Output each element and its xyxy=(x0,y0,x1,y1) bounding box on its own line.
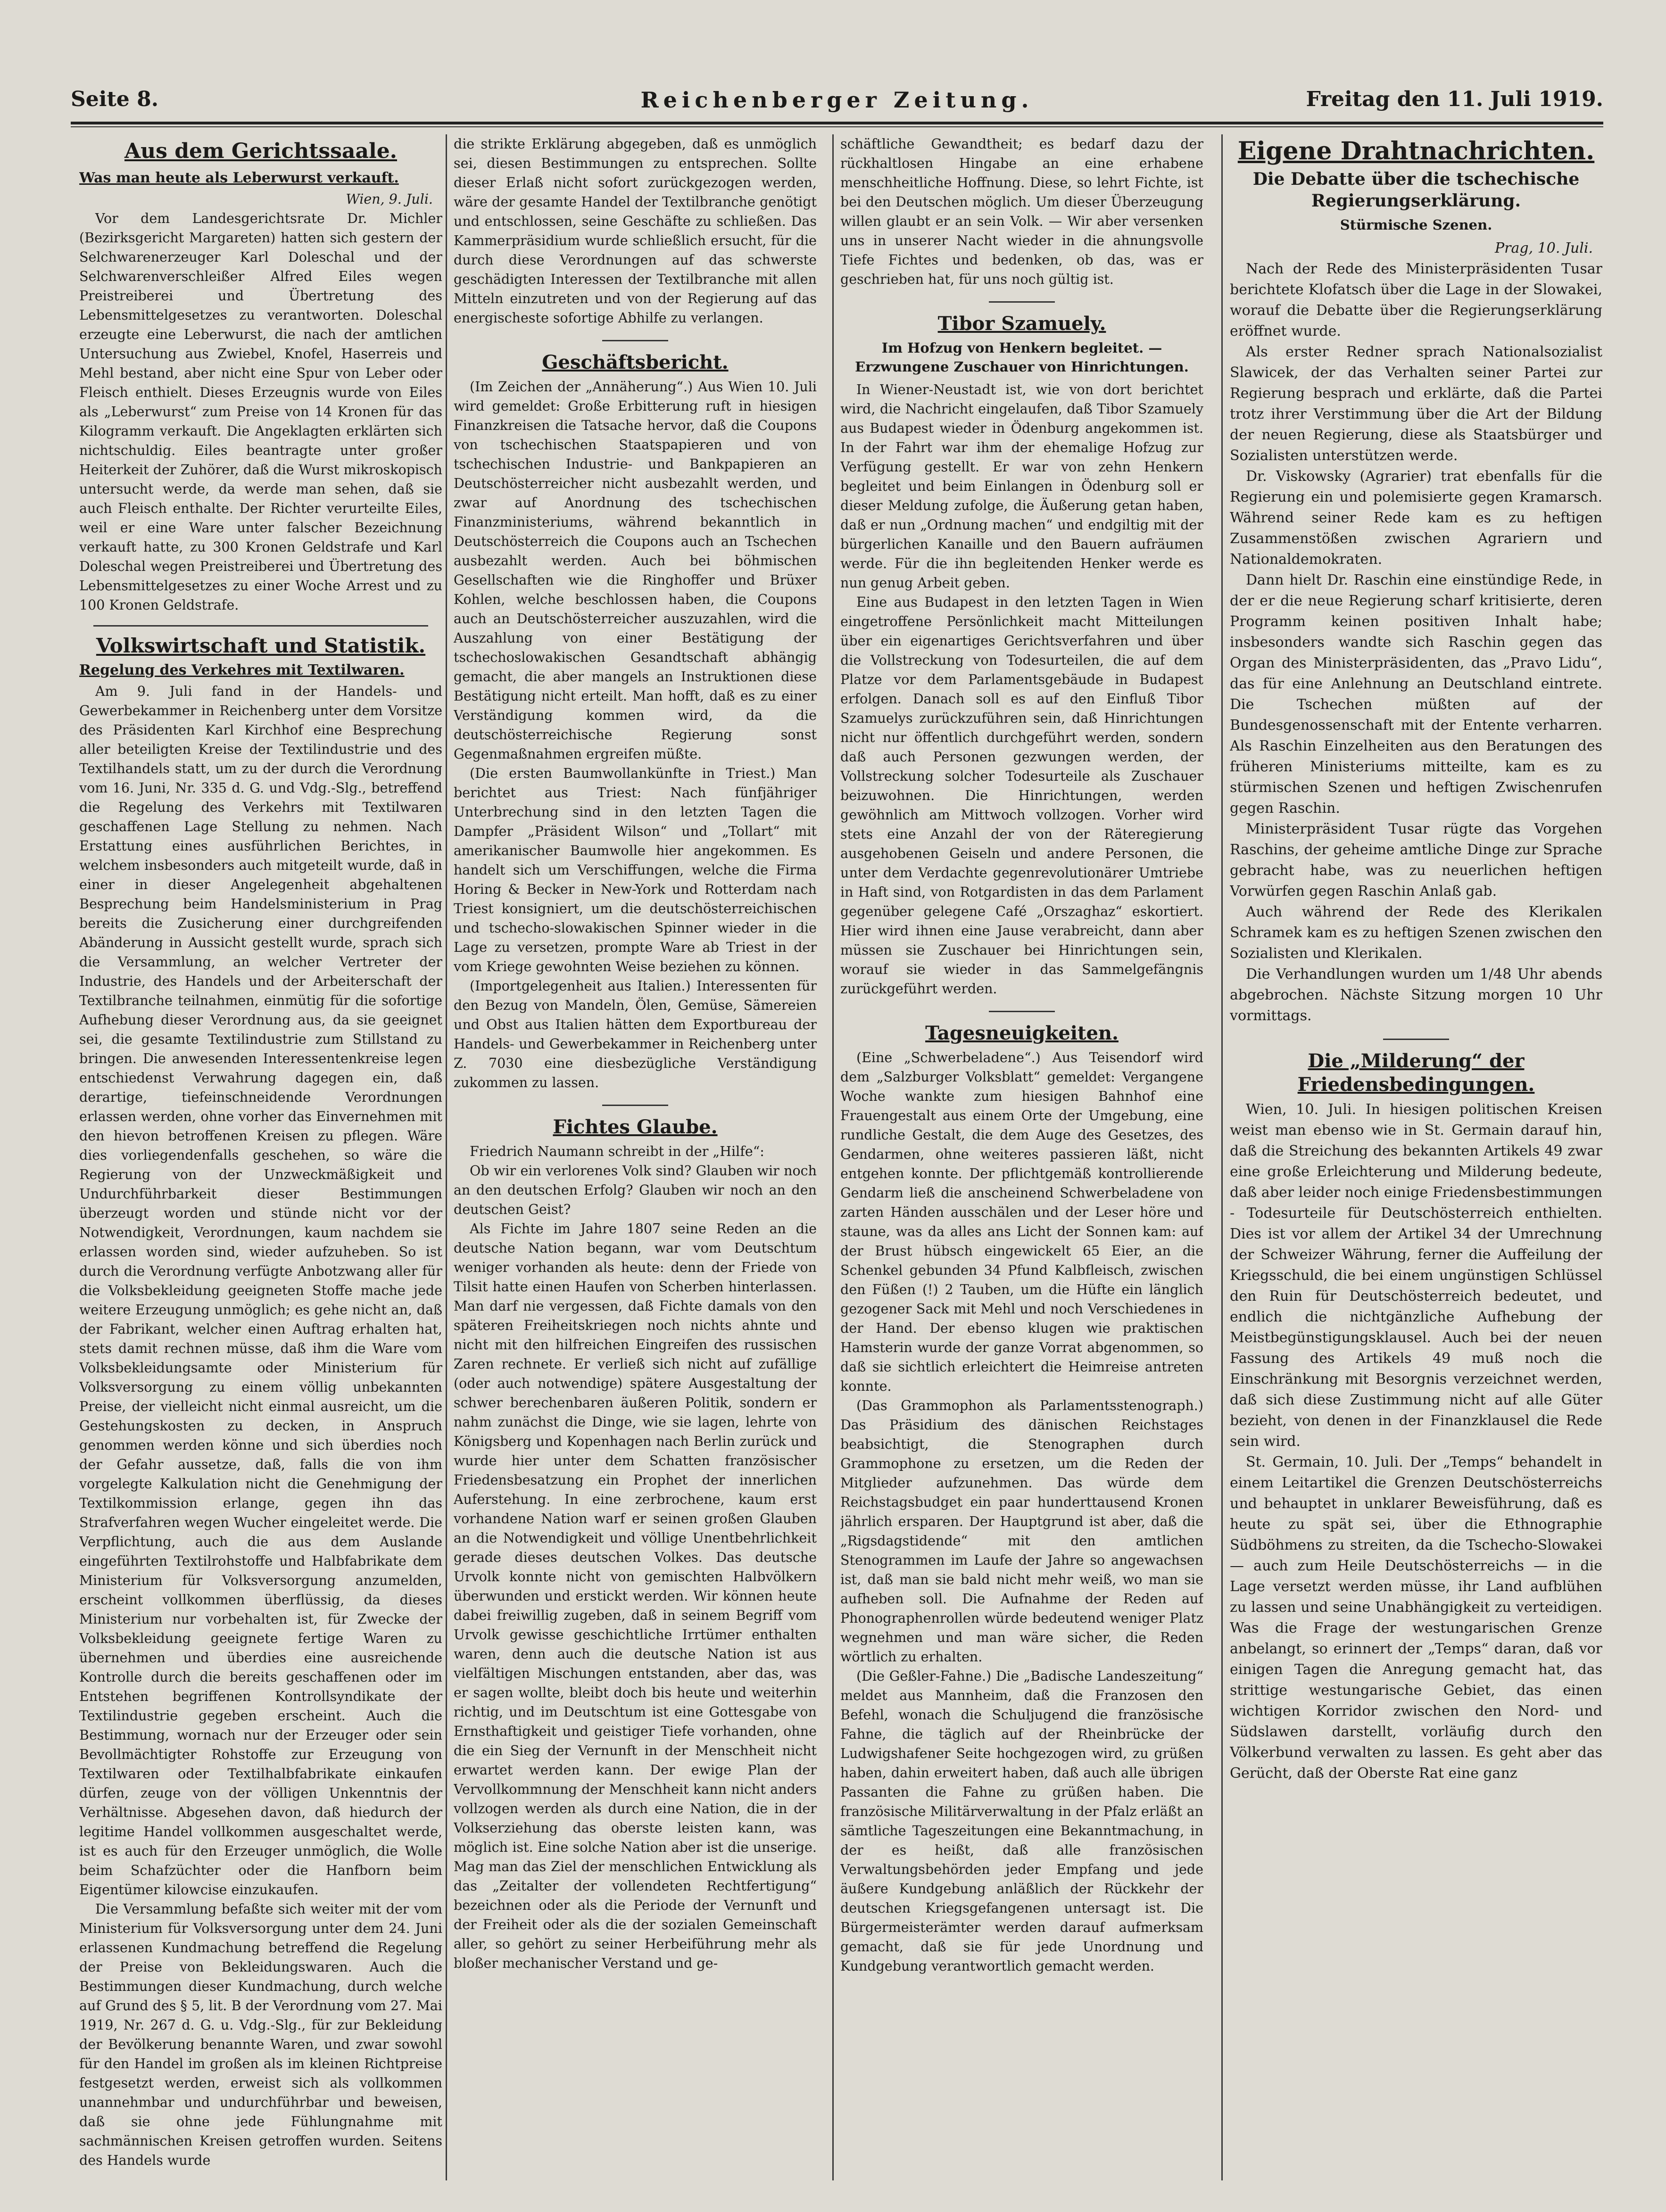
article-subheading: Im Hofzug von Henkern begleitet. — Erzwungene Zuschauer von Hinrichtungen. xyxy=(855,340,1189,375)
article-paragraph: die strikte Erklärung abgegeben, daß es unmöglich sei, diesen Bestimmungen zu entsprechen. Sollte dieser Erlaß nicht sofort zurückgezogen werden, wäre der gesamte Handel der Textilbranche genötigt und entschlossen, seine Geschäfte zu schließen. Das Kammerpräsidium wurde schließlich ersucht, für die durch diese Verordnungen auf das schwerste geschädigten Interessen der Textilbranche mit allen Mitteln einzutreten und von der Regierung auf das energischeste sofortige Abhilfe zu verlangen. xyxy=(454,136,817,326)
dateline: Prag, 10. Juli. xyxy=(1494,240,1593,256)
article-paragraph: (Das Grammophon als Parlamentsstenograph.) Das Präsidium des dänischen Reichstages beabsichtigt, die Stenographen durch Grammophone zu ersetzen, um die Reden der Mitglieder aufzunehmen. Das würde dem Reichstagsbudget ein paar hunderttausend Kronen jährlich ersparen. Der Hauptgrund ist aber, daß die „Rigsdagstidende“ mit den amtlichen Stenogrammen im Laufe der Jahre so angewachsen ist, daß man sie bald nicht mehr weiß, wo man sie aufheben soll. Die Aufnahme der Reden auf Phonographenrollen würde bedeutend weniger Platz wegnehmen und man wäre sicher, die Reden wörtlich zu erhalten. xyxy=(840,1398,1203,1665)
article-paragraph: (Die ersten Baumwollankünfte in Triest.) Man berichtet aus Triest: Nach fünfjähriger Unterbrechung sind in den letzten Tagen die Dampfer „Präsident Wilson“ und „Tollart“ mit amerikanischer Baumwolle hier angekommen. Es handelt sich um Verschiffungen, welche die Firma Horing & Becker in New-York und Rotterdam nach Triest konsigniert, um die deutschösterreichischen und tschecho-slowakischen Spinner wieder in die Lage zu versetzen, prompte Ware ab Triest in der vom Kriege gewohnten Weise beziehen zu können. xyxy=(454,766,817,974)
article-paragraph: (Eine „Schwerbeladene“.) Aus Teisendorf wird dem „Salzburger Volksblatt“ gemeldet: Vergangene Woche wankte zum hiesigen Bahnhof eine Frauengestalt aus einem Orte der Umgebung, eine rundliche Gestalt, die dem Auge des Gesetzes, des Gendarmen, ohne weiteres passieren läßt, nicht entgehen konnte. Der pflichtgemäß kontrollierende Gendarm ließ die anscheinend Schwerbeladene von zarten Händen ausschälen und der Leser höre und staune, was da alles ans Licht der Sonnen kam: auf der Brust hübsch eingewickelt 65 Eier, an die Schenkel gebunden 34 Pfund Kalbfleisch, zwischen den Füßen (!) 2 Tauben, um die Hüfte ein länglich gezogener Sack mit Mehl und noch Verschiedenes in der Hand. Der ebenso klugen wie praktischen Hamsterin wurde der ganze Vorrat abgenommen, so daß sie sichtlich erleichtert die Heimreise antreten konnte. xyxy=(840,1050,1203,1394)
article-paragraph: (Die Geßler-Fahne.) Die „Badische Landeszeitung“ meldet aus Mannheim, daß die Franzosen den Befehl, wonach die Schuljugend die französische Fahne, die täglich auf der Rheinbrücke der Ludwigshafener Seite hochgezogen wird, zu grüßen haben, dahin erweitert haben, daß auch alle übrigen Passanten die Fahne zu grüßen haben. Die französische Militärverwaltung in der Pfalz erläßt an sämtliche Tageszeitungen eine Bekanntmachung, in der es heißt, daß alle französischen Verwaltungsbehörden jeder Empfang und jede äußere Kundgebung anläßlich der Rückkehr der deutschen Kriegsgefangenen untersagt ist. Die Bürgermeisterämter werden darauf aufmerksam gemacht, daß sie für jede Unordnung und Kundgebung verantwortlich gemacht werden. xyxy=(840,1668,1203,1974)
section-heading: Die „Milderung“ der Friedensbedingungen. xyxy=(1297,1050,1535,1096)
article-divider xyxy=(602,1105,668,1106)
column-2 xyxy=(454,134,817,2171)
article-divider xyxy=(1383,1039,1449,1040)
section-heading: Tibor Szamuely. xyxy=(937,313,1106,335)
article-subheading: Stürmische Szenen. xyxy=(1340,217,1492,233)
article-subheading: Was man heute als Leberwurst verkauft. xyxy=(79,170,399,186)
article-paragraph: Am 9. Juli fand in der Handels- und Gewerbekammer in Reichenberg unter dem Vorsitze des Präsidenten Karl Kirchhof eine Besprechung aller beteiligten Kreise der Textilindustrie und des Textilhandels statt, um zu der durch die Verordnung vom 16. Juni, Nr. 335 d. G. und Vdg.-Slg., betreffend die Regelung des Verkehrs mit Textilwaren geschaffenen Lage Stellung zu nehmen. Nach Erstattung eines ausführlichen Berichtes, in welchem insbesonders auch mitgeteilt wurde, daß in einer in dieser Angelegenheit abgehaltenen Besprechung beim Handelsministerium in Prag bereits die Zusicherung einer durchgreifenden Abänderung in Aussicht gestellt wurde, sprach sich die Versammlung, an welcher Vertreter der Industrie, des Handels und der Arbeiterschaft der Textilbranche teilnahmen, einmütig für die sofortige Aufhebung dieser Verordnung aus, da sie geeignet sei, die gesamte Textilindustrie zum Stillstand zu bringen. Die anwesenden Interessentenkreise legen entschiedenst Verwahrung dagegen ein, daß derartige, tiefeinschneidende Verordnungen erlassen werden, ohne vorher das Einvernehmen mit den hievon betroffenen Kreisen zu pflegen. Wäre dies vorliegendenfalls geschehen, so wäre die Regierung von der Unzweckmäßigkeit und Undurchführbarkeit dieser Bestimmungen überzeugt worden und stünde nicht vor der Notwendigkeit, Verordnungen, kaum nachdem sie erlassen worden sind, wieder aufzuheben. So ist durch die Verordnung verfügte Anbotzwang aller für die Volksbekleidung geeigneten Stoffe mache jede weitere Erzeugung unmöglich; es gehe nicht an, daß der Fabrikant, welcher einen Auftrag erhalten hat, stets damit rechnen müsse, daß ihm die Ware vom Volksbekleidungsamte oder Ministerium für Volksversorgung zu einem völlig unbekannten Preise, der vielleicht nicht einmal ausreicht, um die Gestehungskosten zu decken, in Anspruch genommen werden könne und sich überdies noch der Gefahr aussetze, daß, falls die von ihm vorgelegte Kalkulation nicht die Genehmigung der Textilkommission erlange, gegen ihn das Strafverfahren wegen Wucher eingeleitet werde. Die Verpflichtung, auch die aus dem Auslande eingeführten Textilrohstoffe und Halbfabrikate dem Ministerium für Volksversorgung anzumelden, erscheint vollkommen überflüssig, da dieses Ministerium nur vorbehalten ist, für Zwecke der Volksbekleidung geeignete fertige Waren zu übernehmen und überdies eine ausreichende Kontrolle durch die bereits geschaffenen oder im Entstehen begriffenen Kontrollsyndikate der Textilindustrie gegeben erscheint. Auch die Bestimmung, wornach nur der Erzeuger oder sein Bevollmächtigter Rohstoffe zur Erzeugung von Textilwaren oder Textilhalbfabrikate einkaufen dürfen, zeuge von der völligen Unkenntnis der Verhältnisse. Abgesehen davon, daß hiedurch der legitime Handel vollkommen ausgeschaltet werde, ist es auch für den Erzeuger unmöglich, die Wolle beim Schafzüchter oder die Hanfborn beim Eigentümer kilowcise einzukaufen. xyxy=(79,684,442,1898)
article-paragraph: (Im Zeichen der „Annäherung“.) Aus Wien 10. Juli wird gemeldet: Große Erbitterung ruft in hiesigen Finanzkreisen die Tatsache hervor, daß die Coupons von tschechischen Staatspapieren und von tschechischen Industrie- und Bankpapieren an Deutschösterreicher nicht ausbezahlt werden, und zwar auf Anordnung des tschechischen Finanzministeriums, während bekanntlich in Deutschösterreich die Coupons auch an Tschechen ausbezahlt werden. Auch bei böhmischen Gesellschaften wie die Ringhoffer und Brüxer Kohlen, welche beschlossen haben, die Coupons auch an Deutschösterreicher auszuzahlen, wird die Auszahlung von einer Bestätigung der tschechoslowakischen Gesandtschaft abhängig gemacht, die aber mangels an Instruktionen diese Bestätigung nicht erteilt. Man hofft, daß es zu einer Verständigung kommen wird, da die deutschösterreichische Regierung sonst Gegenmaßnahmen ergreifen müßte. xyxy=(454,379,817,762)
article-paragraph: Ministerpräsident Tusar rügte das Vorgehen Raschins, der geheime amtliche Dinge zur Sprache gebracht habe, was zu neuerlichen heftigen Vorwürfen gegen Raschin Anlaß gab. xyxy=(1230,821,1602,900)
section-heading: Eigene Drahtnachrichten. xyxy=(1237,137,1595,165)
section-heading: Geschäftsbericht. xyxy=(542,351,729,373)
article-divider xyxy=(989,1011,1055,1012)
article-paragraph: St. Germain, 10. Juli. Der „Temps“ behandelt in einem Leitartikel die Grenzen Deutschösterreichs und behauptet in unklarer Beweisführung, daß es heute zu spät sei, über die Ethnographie Südböhmens zu streiten, da die Tschecho-Slowakei — auch zum Heile Deutschösterreichs — in die Lage versetzt werden müsse, ihr Land aufblühen zu lassen und seine Unabhängigkeit zu verteidigen. Was die Frage der westungarischen Grenze anbelangt, so erinnert der „Temps“ daran, daß vor einigen Tagen die Anregung gemacht hat, das strittige westungarische Gebiet, das einen wichtigen Korridor zwischen den Nord- und Südslawen darstellt, vorläufig durch den Völkerbund verwalten zu lassen. Es geht aber das Gerücht, daß der Oberste Rat eine ganz xyxy=(1230,1454,1602,1782)
section-heading: Volkswirtschaft und Statistik. xyxy=(96,634,426,657)
page-header xyxy=(71,87,1603,120)
article-paragraph: Dr. Viskowsky (Agrarier) trat ebenfalls für die Regierung ein und polemisierte gegen Kramarsch. Während seiner Rede kam es zu heftigen Zusammenstößen zwischen Agrariern und Nationaldemokraten. xyxy=(1230,468,1602,568)
column-rule xyxy=(1221,134,1223,2180)
column-1 xyxy=(79,134,442,2171)
article-paragraph: Auch während der Rede des Klerikalen Schramek kam es zu heftigen Szenen zwischen den Sozialisten und Klerikalen. xyxy=(1230,904,1602,962)
article-subheading: Die Debatte über die tschechische Regierungserklärung. xyxy=(1252,169,1580,211)
article-paragraph: schäftliche Gewandtheit; es bedarf dazu der rückhaltlosen Hingabe an eine erhabene menschheitliche Hoffnung. Diese, so lehrt Fichte, ist bei den Deutschen möglich. Um dieser Überzeugung willen glaubt er an sein Volk. — Wir aber versenken uns in unserer Nacht wieder in die ahnungsvolle Tiefe Fichtes und bedenken, ob das, was er geschrieben hat, für uns noch gültig ist. xyxy=(840,136,1203,287)
header-rule-thin xyxy=(71,126,1603,127)
section-heading: Tagesneuigkeiten. xyxy=(925,1022,1119,1044)
column-rule xyxy=(832,134,834,2180)
column-3 xyxy=(840,134,1203,2171)
article-paragraph: In Wiener-Neustadt ist, wie von dort berichtet wird, die Nachricht eingelaufen, daß Tibor Szamuely aus Budapest wieder in Ödenburg angekommen ist. In der Fahrt war ihm der ehemalige Hofzug zur Verfügung gestellt. Er war von zehn Henkern begleitet und beim Einlangen in Ödenburg soll er dieser Meldung zufolge, die Äußerung getan haben, daß er nun „Ordnung machen“ und endgiltig mit der bürgerlichen Kanaille und den Bauern aufräumen werde. Für die ihn begleitenden Henker werde es nun genug Arbeit geben. xyxy=(840,382,1203,591)
article-subheading: Regelung des Verkehres mit Textilwaren. xyxy=(79,662,405,678)
newspaper-title: Reichenberger Zeitung. xyxy=(640,87,1034,113)
article-paragraph: Die Verhandlungen wurden um 1/48 Uhr abends abgebrochen. Nächste Sitzung morgen 10 Uhr vormittags. xyxy=(1230,966,1602,1024)
article-paragraph: Dann hielt Dr. Raschin eine einstündige Rede, in der er die neue Regierung scharf kritisierte, deren Programm keinen positiven Inhalt habe; insbesonders wandte sich Raschin gegen das Organ des Ministerpräsidenten, das „Pravo Lidu“, das für eine Anlehnung an Deutschland eintrete. Die Tschechen müßten auf der Bundesgenossenschaft mit der Entente verharren. Als Raschin Einzelheiten aus den Beratungen des früheren Ministeriums mitteilte, kam es zu stürmischen Szenen und heftigen Zwischenrufen gegen Raschin. xyxy=(1230,572,1602,817)
column-4 xyxy=(1230,134,1602,2171)
article-paragraph: Ob wir ein verlorenes Volk sind? Glauben wir noch an den deutschen Erfolg? Glauben wir noch an den deutschen Geist? xyxy=(454,1163,817,1217)
article-paragraph: (Importgelegenheit aus Italien.) Interessenten für den Bezug von Mandeln, Ölen, Gemüse, Sämereien und Obst aus Italien hätten dem Exportbureau der Handels- und Gewerbekammer in Reichenberg unter Z. 7030 eine diesbezügliche Verständigung zukommen zu lassen. xyxy=(454,978,817,1090)
article-divider xyxy=(989,301,1055,303)
article-paragraph: Eine aus Budapest in den letzten Tagen in Wien eingetroffene Persönlichkeit macht Mitteilungen über ein eigenartiges Gerichtsverfahren und über die Vollstreckung von Todesurteilen, die auf dem Platze vor dem Parlamentsgebäude in Budapest erfolgen. Danach soll es auf den Einfluß Tibor Szamuelys zurückzuführen sein, daß Hinrichtungen nicht nur öffentlich durchgeführt werden, sondern daß auch Personen gezwungen werden, der Vollstreckung solcher Todesurteile als Zuschauer beizuwohnen. Die Hinrichtungen, werden gewöhnlich am Mittwoch vollzogen. Vorher wird stets eine Anzahl der von der Räteregierung ausgehobenen Geiseln und andere Personen, die unter dem Verdachte gegenrevolutionärer Umtriebe in Haft sind, von Rotgardisten in das dem Parlament gegenüber gelegene Café „Orszaghaz“ eskortiert. Hier wird ihnen eine Jause verabreicht, dann aber müssen sie Zuschauer bei Hinrichtungen sein, worauf sie wieder in das Sammelgefängnis zurückgeführt werden. xyxy=(840,594,1203,997)
article-paragraph: Nach der Rede des Ministerpräsidenten Tusar berichtete Klofatsch über die Lage in der Slowakei, worauf die Debatte über die Regierungserklärung eröffnet wurde. xyxy=(1230,261,1602,339)
column-rule xyxy=(446,134,447,2180)
article-divider xyxy=(602,340,668,341)
article-paragraph: Die Versammlung befaßte sich weiter mit der vom Ministerium für Volksversorgung unter dem 24. Juni erlassenen Kundmachung betreffend die Regelung der Preise von Bekleidungswaren. Auch die Bestimmungen dieser Kundmachung, durch welche auf Grund des § 5, lit. B der Verordnung vom 27. Mai 1919, Nr. 267 d. G. u. Vdg.-Slg., für zur Bekleidung der Bevölkerung benannte Waren, und zwar sowohl für den Handel im großen als im kleinen Richtpreise festgesetzt werden, erweist sich als vollkommen unannehmbar und undurchführbar und beweisen, daß sie ohne jede Fühlungnahme mit sachmännischen Kreisen getroffen wurden. Seitens des Handels wurde xyxy=(79,1901,442,2168)
article-paragraph: Als Fichte im Jahre 1807 seine Reden an die deutsche Nation begann, war vom Deutschtum weniger vorhanden als heute: denn der Friede von Tilsit hatte einen Haufen von Scherben hinterlassen. Man darf nie vergessen, daß Fichte damals von den späteren Freiheitskriegen noch nichts ahnte und nicht mit den hilfreichen Eingreifen des russischen Zaren rechnete. Er verließ sich nicht auf zufällige (oder auch notwendige) spätere Ausgestaltung der schwer berechenbaren äußeren Politik, sondern er nahm zunächst die Dinge, wie sie lagen, lehrte von Königsberg und Kopenhagen nach Berlin zurück und wurde hier unter dem Schatten französischer Friedensbesatzung ein Prophet der innerlichen Auferstehung. In eine zerbrochene, kaum erst vorhandene Nation warf er seinen großen Glauben an die Notwendigkeit und völlige Unentbehrlichkeit gerade dieses deutschen Volkes. Das deutsche Urvolk konnte nicht von gemischten Halbvölkern überwunden und erstickt werden. Wir können heute dabei freiwillig zugeben, daß in seinem Begriff vom Urvolk gewisse geschichtliche Irrtümer enthalten waren, denn auch die deutsche Nation ist aus vielfältigen Mischungen entstanden, aber das, was er sagen wollte, bleibt doch bis heute und weiterhin richtig, und im Deutschtum ist eine Gottesgabe von Ernsthaftigkeit und geistiger Tiefe vorhanden, ohne die ein Sieg der Vernunft in der Menschheit nicht erwartet werden kann. Der ewige Plan der Vervollkommnung der Menschheit kann nicht anders vollzogen werden als durch eine Nation, die in der Volkserziehung das oberste leisten kann, was möglich ist. Eine solche Nation aber ist die unserige. Mag man das Ziel der menschlichen Entwicklung als das „Zeitalter der vollendeten Rechtfertigung“ bezeichnen oder als die Periode der Vernunft und der Freiheit oder als die der sozialen Gemeinschaft aller, so gehört zu seiner Herbeiführung mehr als bloßer mechanischer Verstand und ge- xyxy=(454,1221,817,1971)
section-heading: Fichtes Glaube. xyxy=(553,1116,718,1138)
article-paragraph: Vor dem Landesgerichtsrate Dr. Michler (Bezirksgericht Margareten) hatten sich gestern der Selchwarenerzeuger Karl Doleschal und der Selchwarenverschleißer Alfred Eiles wegen Preistreiberei und Übertretung des Lebensmittelgesetzes zu verantworten. Doleschal erzeugte eine Leberwurst, die nach der amtlichen Untersuchung aus Zwiebel, Knofel, Haserreis und Mehl bestand, aber nicht eine Spur von Leber oder Fleisch enthielt. Dieses Erzeugnis wurde von Eiles als „Leberwurst“ zum Preise von 14 Kronen für das Kilogramm verkauft. Die Angeklagten erklärten sich nichtschuldig. Eiles beantragte unter großer Heiterkeit der Zuhörer, daß die Wurst mikroskopisch untersucht werde, da werde man sehen, daß sie auch Fleisch enthalte. Der Richter verurteilte Eiles, weil er eine Ware unter falscher Bezeichnung verkauft hatte, zu 300 Kronen Geldstrafe und Karl Doleschal wegen Preistreiberei und Übertretung des Lebensmittelgesetzes zu einer Woche Arrest und zu 100 Kronen Geldstrafe. xyxy=(79,211,442,613)
article-paragraph: Friedrich Naumann schreibt in der „Hilfe“: xyxy=(470,1144,764,1159)
header-rule xyxy=(71,122,1603,124)
article-paragraph: Wien, 10. Juli. In hiesigen politischen Kreisen weist man ebenso wie in St. Germain darauf hin, daß die Streichung des bekannten Artikels 49 zwar eine große Erleichterung und Milderung bedeute, daß aber leider noch einige Friedensbestimmungen - Todesurteile für Deutschösterreich enthielten. Dies ist vor allem der Artikel 34 der Umrechnung der Schweizer Währung, ferner die Auffeilung der Kriegsschuld, die bei einem ungünstigen Schlüssel den Ruin für Deutschösterreich bedeutet, und endlich die nichtgänzliche Aufhebung der Meistbegünstigungsklausel. Auch bei der neuen Fassung des Artikels 49 muß noch die Einschränkung mit Besorgnis verzeichnet werden, daß sich diese Zustimmung nicht auf alle Güter bezieht, von denen in der Finanzklausel die Rede sein wird. xyxy=(1230,1101,1602,1450)
dateline: Wien, 9. Juli. xyxy=(346,191,433,207)
article-divider xyxy=(93,625,428,627)
article-paragraph: Als erster Redner sprach Nationalsozialist Slawicek, der das Verhalten seiner Partei zur Regierung besprach und erklärte, daß die Partei trotz ihrer Verstimmung über die Art der Bildung der neuen Regierung, diese als Staatsbürger und Sozialisten unterstützen werde. xyxy=(1230,344,1602,464)
article-heading: Aus dem Gerichtssaale. xyxy=(124,139,397,163)
issue-date: Freitag den 11. Juli 1919. xyxy=(1306,87,1603,111)
page-number: Seite 8. xyxy=(71,87,159,111)
